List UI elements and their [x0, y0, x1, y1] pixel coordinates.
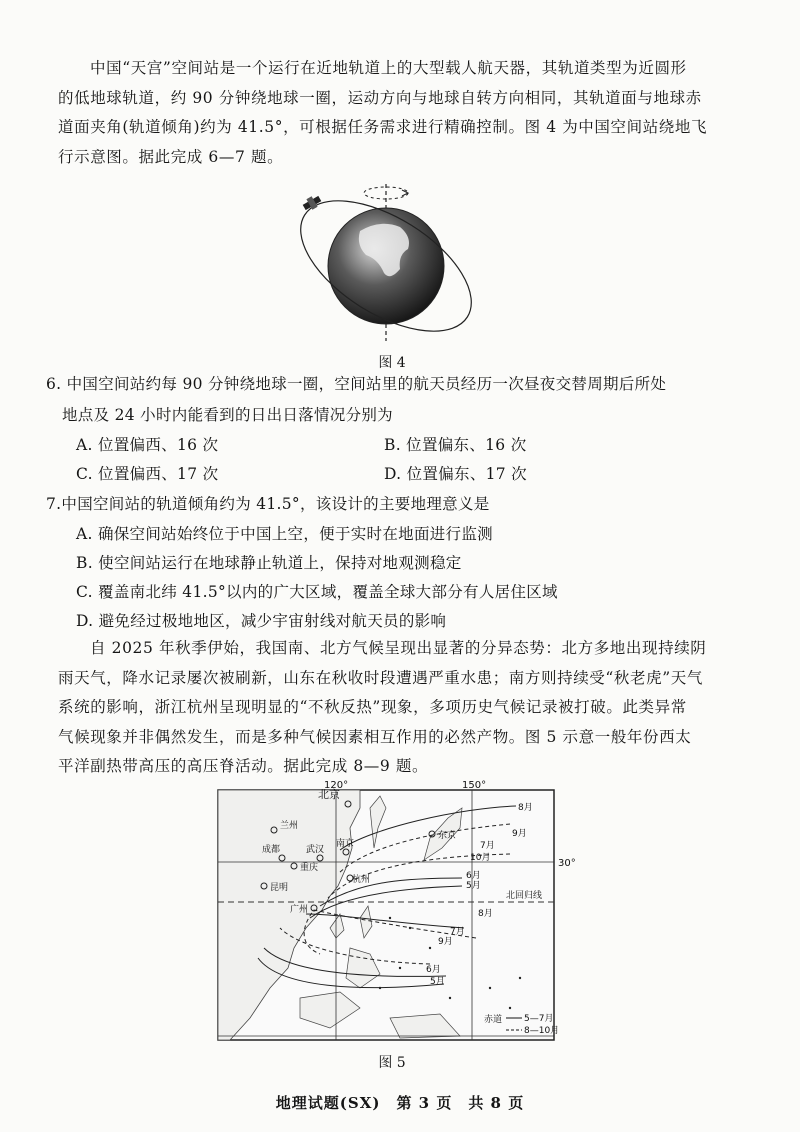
passage-1-line: 的低地球轨道，约 90 分钟绕地球一圈，运动方向与地球自转方向相同，其轨道面与地球赤 — [58, 88, 702, 107]
question-6-option-c: C. 位置偏西、17 次 — [76, 465, 219, 483]
passage-2-line: 雨天气，降水记录屡次被刷新，山东在秋收时段遭遇严重水患；南方则持续受“秋老虎”天气 — [58, 668, 703, 687]
passage-1-line: 中国“天宫”空间站是一个运行在近地轨道上的大型载人航天器，其轨道类型为近圆形 — [90, 59, 687, 77]
tropic-label: 北回归线 — [506, 891, 543, 901]
passage-1 — [58, 54, 748, 172]
question-7-option-d: D. 避免经过极地地区，减少宇宙射线对航天员的影响 — [76, 612, 447, 630]
city-label: 武汉 — [306, 845, 325, 855]
passage-2-line: 气候现象并非偶然发生，而是多种气候因素相互作用的必然产物。图 5 示意一般年份西太 — [58, 727, 692, 746]
month-label: 7月 — [480, 841, 495, 851]
city-label: 北京 — [318, 788, 340, 801]
figure-4-earth-orbit — [290, 176, 490, 346]
month-label: 5月 — [466, 881, 481, 891]
figure-5-map — [210, 778, 590, 1044]
city-label: 昆明 — [270, 883, 289, 893]
figure-4-caption: 图 4 — [378, 355, 406, 371]
passage-1-line: 道面夹角(轨道倾角)约为 41.5°，可根据任务需求进行精确控制。图 4 为中国空间站绕地飞 — [58, 118, 708, 136]
question-6-option-d: D. 位置偏东、17 次 — [384, 465, 527, 483]
month-label: 8月 — [518, 803, 533, 813]
month-label: 9月 — [512, 829, 527, 839]
question-7-option-a: A. 确保空间站始终位于中国上空，便于实时在地面进行监测 — [76, 525, 493, 543]
city-label: 重庆 — [300, 863, 319, 873]
city-label: 广州 — [290, 905, 309, 915]
month-label: 5月 — [430, 977, 445, 987]
page-footer: 地理试题(SX) 第 3 页 共 8 页 — [275, 1094, 525, 1112]
question-6-option-a: A. 位置偏西、16 次 — [76, 436, 219, 454]
equator-label: 赤道 — [484, 1015, 503, 1025]
question-6-option-b: B. 位置偏东、16 次 — [384, 436, 527, 454]
passage-2-line: 平洋副热带高压的高压脊活动。据此完成 8—9 题。 — [58, 757, 429, 775]
passage-2 — [58, 634, 748, 782]
question-6-stem: 地点及 24 小时内能看到的日出日落情况分别为 — [62, 406, 393, 424]
city-label: 南京 — [336, 839, 355, 849]
city-label: 兰州 — [280, 821, 299, 831]
question-6-stem: 6. 中国空间站约每 90 分钟绕地球一圈，空间站里的航天员经历一次昼夜交替周期后所处 — [46, 375, 667, 393]
latitude-label: 30° — [558, 858, 576, 869]
passage-2-line: 系统的影响，浙江杭州呈现明显的“不秋反热”现象，多项历史气候记录被打破。此类异常 — [58, 698, 687, 716]
city-label: 杭州 — [352, 875, 371, 885]
month-label: 9月 — [438, 937, 453, 947]
figure-5-caption: 图 5 — [378, 1055, 406, 1071]
month-label: 10月 — [470, 853, 491, 863]
month-label: 7月 — [450, 927, 465, 937]
question-7-option-c: C. 覆盖南北纬 41.5°以内的广大区域，覆盖全球大部分有人居住区域 — [76, 583, 558, 601]
legend-label: 5—7月 — [524, 1014, 554, 1024]
month-label: 6月 — [466, 871, 481, 881]
month-label: 6月 — [426, 965, 441, 975]
space-station-icon — [301, 193, 323, 212]
longitude-label: 120° — [324, 780, 349, 791]
city-label: 东京 — [438, 831, 457, 841]
question-7-option-b: B. 使空间站运行在地球静止轨道上，保持对地观测稳定 — [76, 554, 462, 572]
legend-label: 8—10月 — [524, 1026, 560, 1036]
longitude-label: 150° — [462, 780, 487, 791]
month-label: 8月 — [478, 909, 493, 919]
passage-2-line: 自 2025 年秋季伊始，我国南、北方气候呈现出显著的分异态势：北方多地出现持续阴 — [90, 639, 707, 657]
passage-1-line: 行示意图。据此完成 6—7 题。 — [58, 147, 284, 166]
city-label: 成都 — [262, 845, 281, 855]
question-7-stem: 7.中国空间站的轨道倾角约为 41.5°，该设计的主要地理意义是 — [46, 495, 490, 513]
